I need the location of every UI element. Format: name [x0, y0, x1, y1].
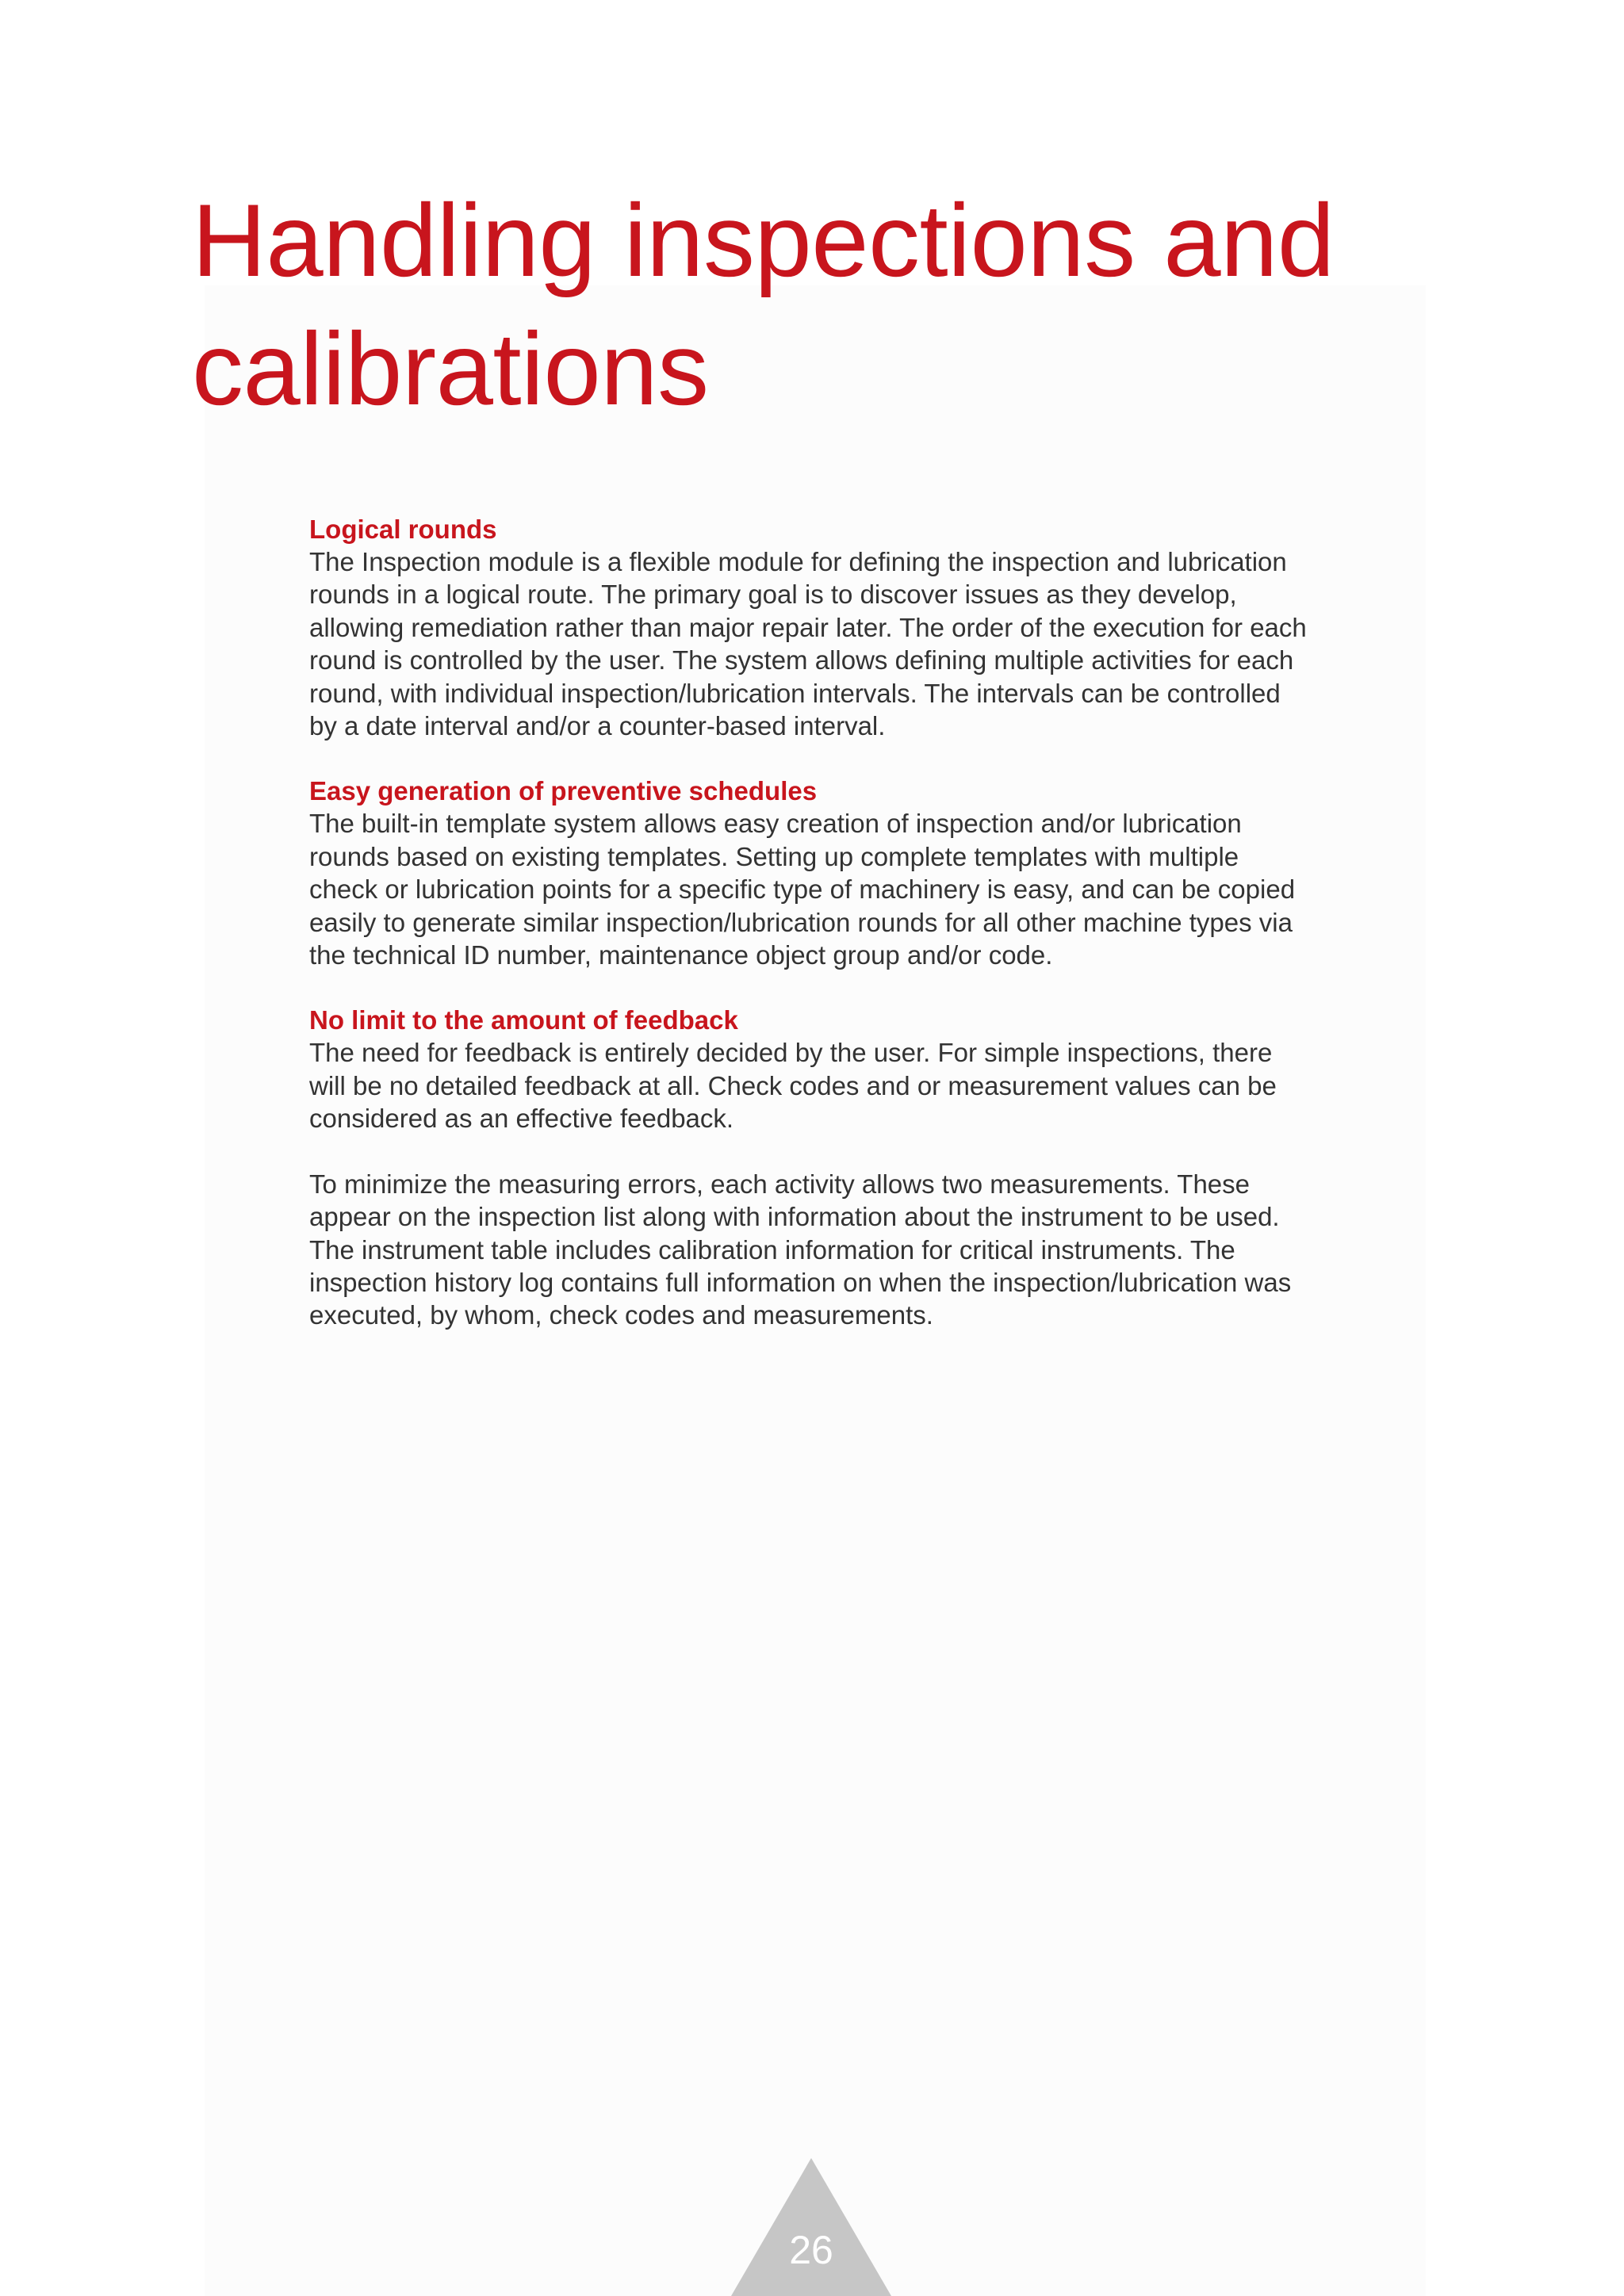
section-preventive-schedules: [309, 775, 1340, 971]
section-heading: Logical rounds: [309, 515, 497, 544]
section-body: The Inspection module is a flexible module for defining the inspection and lubrication rounds in a logical route. The primary goal is to discover issues as they develop, allowing remediation rather than major repair later. The order of the execution for each round is controlled by the user. The system allows defining multiple activities for each round, with individual inspection/lubrication intervals. The intervals can be controlled by a date interval and/or a counter-based interval.: [309, 547, 1307, 741]
main-content: [309, 513, 1340, 1332]
section-logical-rounds: [309, 513, 1340, 742]
page-title: Handling inspections and calibrations: [192, 182, 1335, 427]
page-number-marker: [731, 2158, 891, 2296]
section-heading: No limit to the amount of feedback: [309, 1005, 738, 1035]
section-body: The need for feedback is entirely decided by the user. For simple inspections, there will be no detailed feedback at all. Check codes and or measurement values can be considered as an effective feedback.: [309, 1038, 1277, 1134]
section-heading: Easy generation of preventive schedules: [309, 776, 818, 806]
section-feedback: [309, 1004, 1340, 1135]
closing-paragraph: To minimize the measuring errors, each activity allows two measurements. These appear on the inspection list along with information about the instrument to be used. The instrument table includes calibration information for critical instruments. The inspection history log contains full information on when the inspection/lubrication was executed, by whom, check codes and measurements.: [309, 1169, 1292, 1330]
section-body: The built-in template system allows easy creation of inspection and/or lubrication rounds based on existing templates. Setting up complete templates with multiple check or lubrication points for a specific type of machinery is easy, and can be copied easily to generate similar inspection/lubrication rounds for all other machine types via the technical ID number, maintenance object group and/or code.: [309, 809, 1296, 970]
page-number: 26: [789, 2228, 833, 2272]
